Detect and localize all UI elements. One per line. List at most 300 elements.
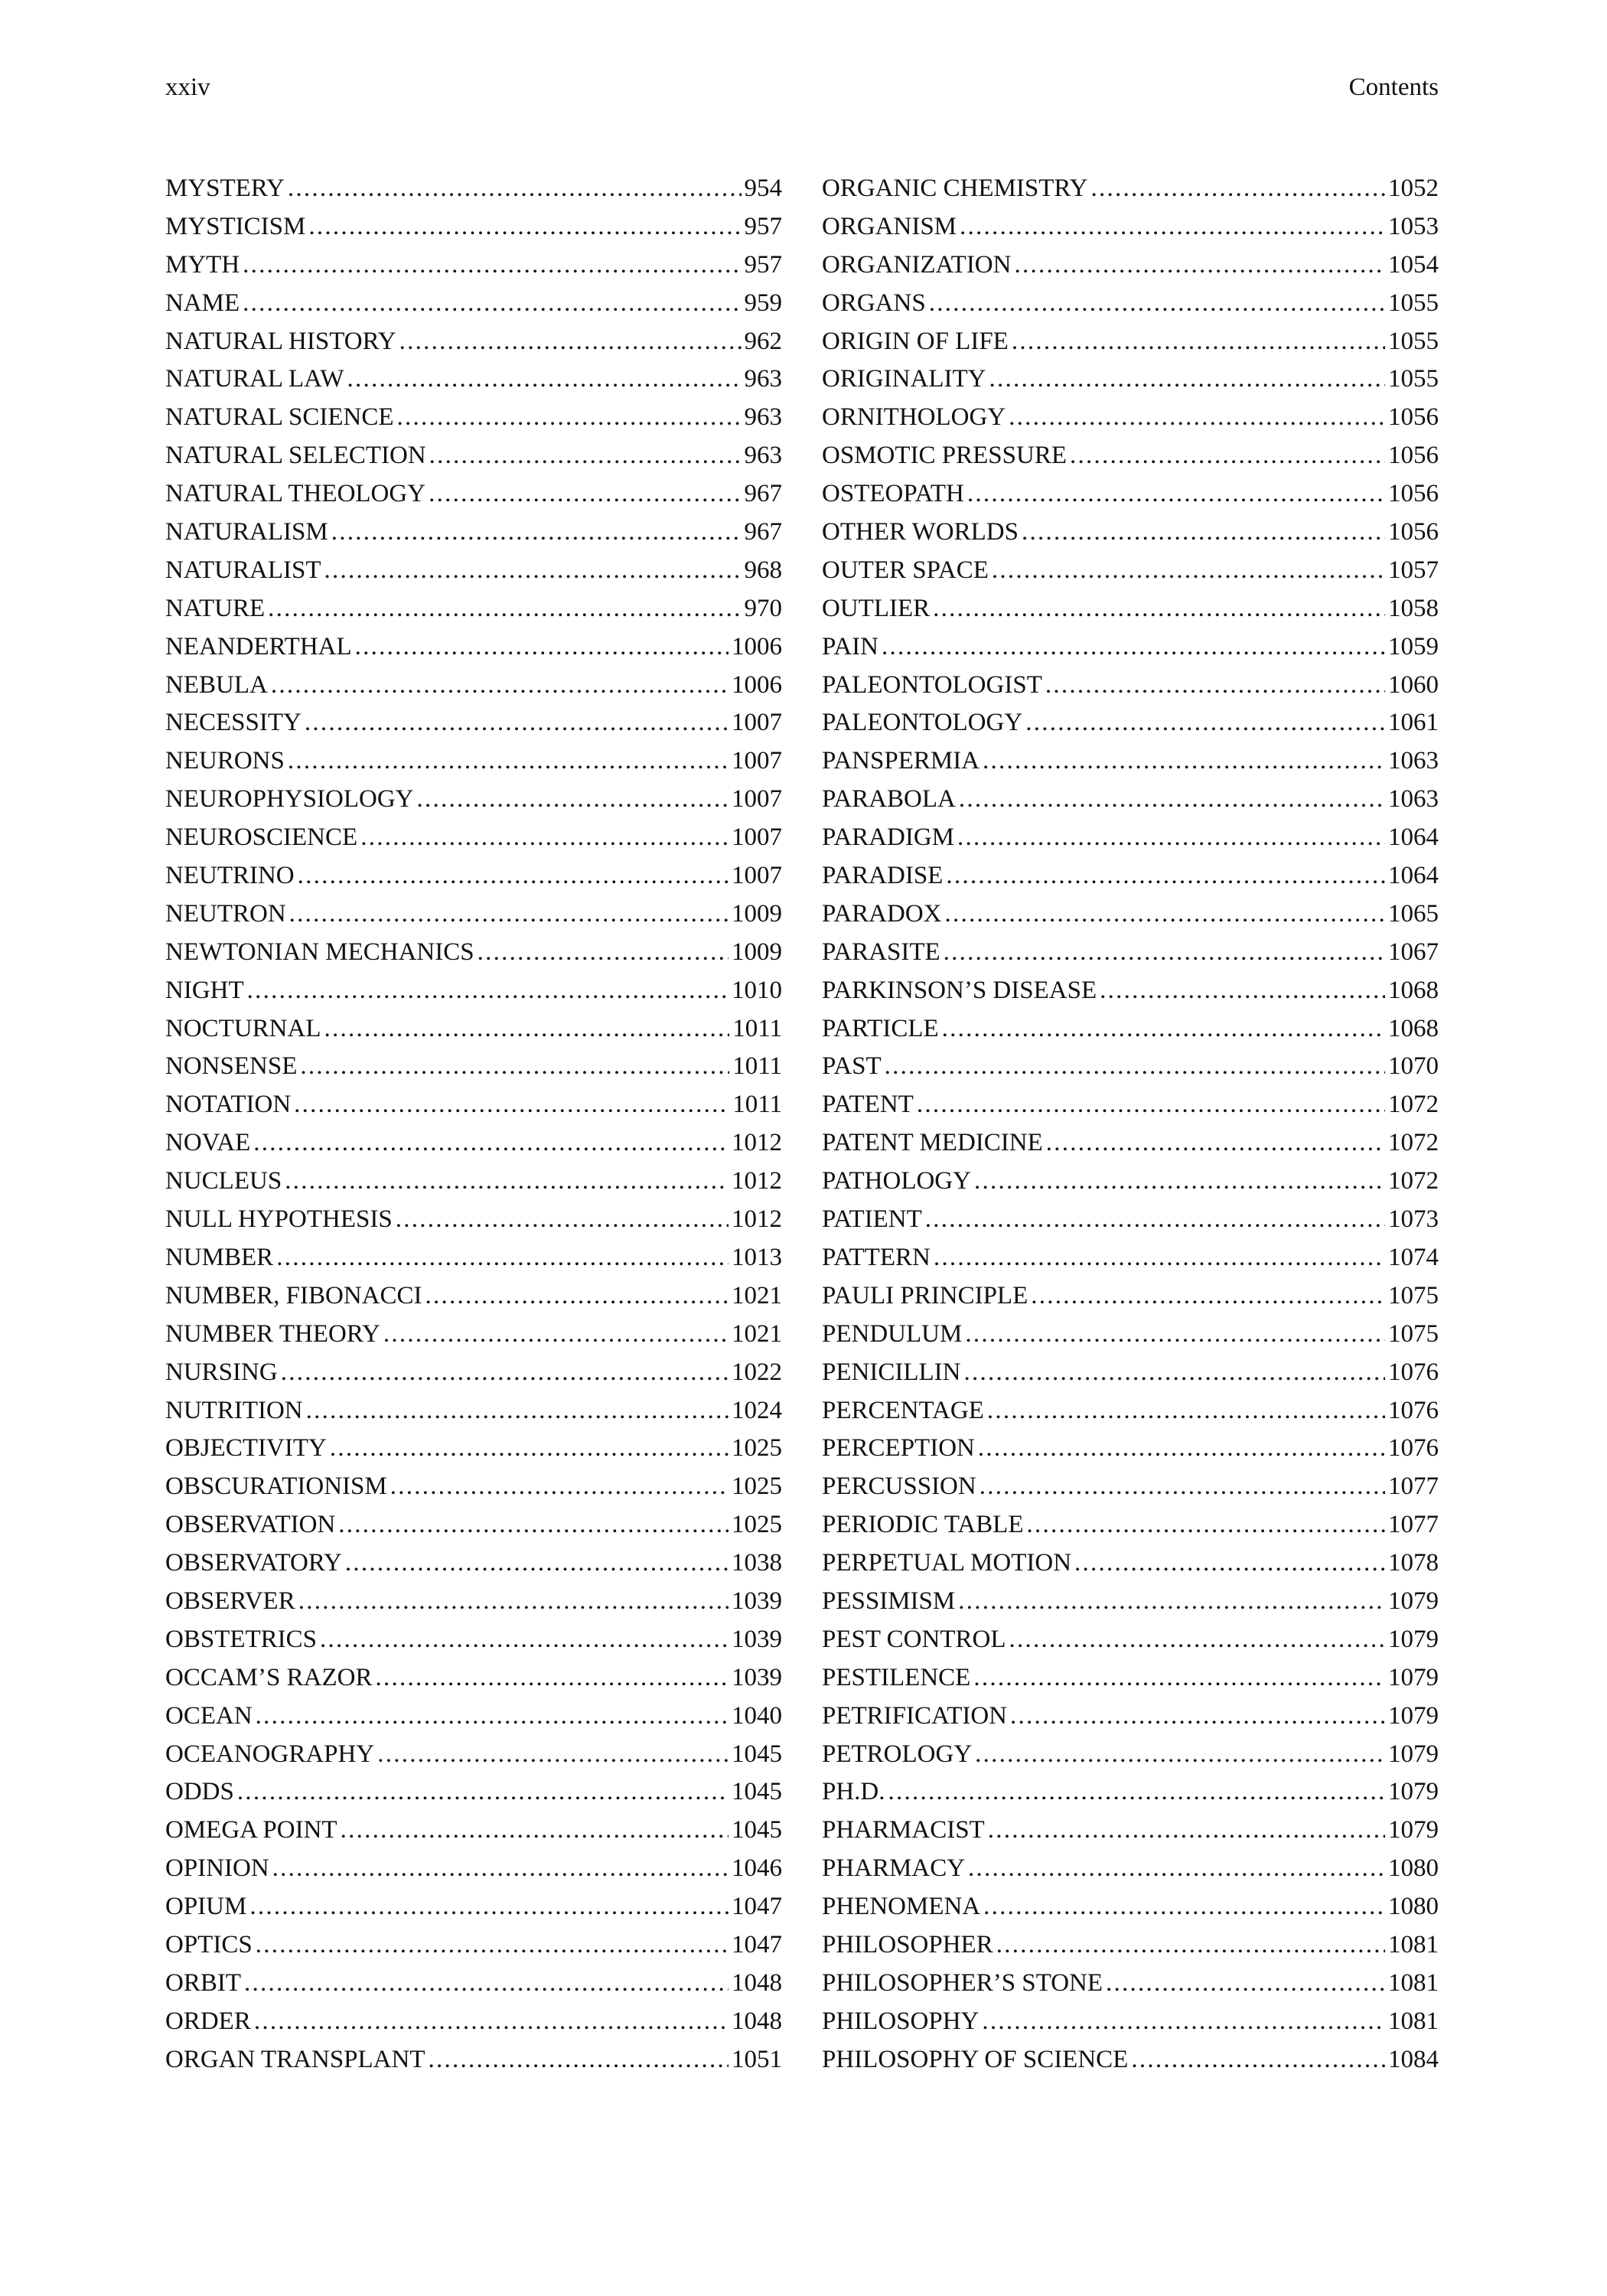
toc-entry[interactable] xyxy=(165,1965,782,2003)
toc-entry[interactable] xyxy=(165,1736,782,1774)
dot-leader xyxy=(256,1698,729,1736)
toc-entry[interactable] xyxy=(165,1201,782,1239)
toc-entry-term: ORGANIC CHEMISTRY xyxy=(822,174,1088,202)
toc-entry[interactable] xyxy=(165,1506,782,1544)
toc-entry-term: OBSERVER xyxy=(165,1587,295,1615)
toc-entry[interactable] xyxy=(165,667,782,705)
toc-entry[interactable] xyxy=(822,552,1439,590)
toc-entry-term: NATURALISM xyxy=(165,518,328,546)
toc-entry-term: ORBIT xyxy=(165,1968,241,1997)
toc-entry-term: PANSPERMIA xyxy=(822,747,980,775)
dot-leader xyxy=(289,895,729,934)
toc-entry-page: 1059 xyxy=(1388,632,1439,660)
toc-entry[interactable] xyxy=(822,1048,1439,1086)
dot-leader xyxy=(285,1163,729,1201)
toc-entry[interactable] xyxy=(822,360,1439,399)
toc-entry-page: 1056 xyxy=(1388,518,1439,546)
toc-entry[interactable] xyxy=(165,742,782,781)
toc-entry-term: PHILOSOPHER’S STONE xyxy=(822,1968,1103,1997)
toc-entry[interactable] xyxy=(822,208,1439,246)
toc-entry-page: 1079 xyxy=(1388,1816,1439,1844)
toc-entry[interactable] xyxy=(165,437,782,475)
toc-entry-term: PARADOX xyxy=(822,899,942,928)
toc-entry[interactable] xyxy=(822,1239,1439,1277)
toc-entry-page: 1063 xyxy=(1388,747,1439,775)
dot-leader xyxy=(888,1773,1385,1812)
dot-leader xyxy=(882,628,1385,667)
toc-entry-term: OBSCURATIONISM xyxy=(165,1473,387,1501)
toc-entry[interactable] xyxy=(822,1163,1439,1201)
toc-entry-page: 1010 xyxy=(732,976,782,1004)
toc-entry[interactable] xyxy=(822,1659,1439,1698)
toc-entry-term: ORGAN TRANSPLANT xyxy=(165,2045,425,2073)
toc-entry-page: 1056 xyxy=(1388,442,1439,470)
running-head xyxy=(165,70,1439,104)
dot-leader xyxy=(987,1392,1385,1430)
toc-entry-term: PARTICLE xyxy=(822,1014,939,1042)
toc-entry-page: 967 xyxy=(744,480,782,508)
toc-entry-term: PATTERN xyxy=(822,1243,931,1271)
dot-leader xyxy=(1009,399,1385,437)
toc-entry-page: 1053 xyxy=(1388,212,1439,240)
dot-leader xyxy=(1074,1544,1385,1583)
toc-entry[interactable] xyxy=(822,1086,1439,1124)
dot-leader xyxy=(965,1316,1385,1354)
toc-entry[interactable] xyxy=(822,1888,1439,1926)
toc-entry[interactable] xyxy=(165,1316,782,1354)
toc-entry-term: NATURE xyxy=(165,594,266,622)
toc-entry-page: 1051 xyxy=(732,2045,782,2073)
toc-entry-term: ORGANS xyxy=(822,289,926,317)
toc-entry-term: PALEONTOLOGIST xyxy=(822,670,1042,699)
toc-entry[interactable] xyxy=(165,285,782,323)
dot-leader xyxy=(957,819,1385,857)
toc-entry[interactable] xyxy=(822,1736,1439,1774)
dot-leader xyxy=(305,704,729,742)
toc-entry-term: ODDS xyxy=(165,1778,234,1806)
toc-entry-page: 1045 xyxy=(732,1816,782,1844)
toc-entry-page: 1079 xyxy=(1388,1663,1439,1691)
toc-entry[interactable] xyxy=(822,285,1439,323)
toc-entry-term: PATENT MEDICINE xyxy=(822,1129,1043,1157)
toc-entry[interactable] xyxy=(165,628,782,667)
toc-entry-page: 957 xyxy=(744,250,782,279)
toc-entry-page: 1007 xyxy=(732,709,782,737)
toc-entry[interactable] xyxy=(822,1430,1439,1468)
dot-leader xyxy=(929,285,1385,323)
dot-leader xyxy=(253,1124,729,1163)
toc-entry[interactable] xyxy=(822,399,1439,437)
toc-entry-term: PAULI PRINCIPLE xyxy=(822,1281,1028,1309)
toc-entry[interactable] xyxy=(822,1010,1439,1049)
toc-entry-page: 963 xyxy=(744,403,782,432)
dot-leader xyxy=(1031,1277,1385,1316)
toc-entry-page: 1065 xyxy=(1388,899,1439,928)
toc-entry[interactable] xyxy=(822,781,1439,819)
dot-leader xyxy=(983,1888,1385,1926)
toc-entry-page: 1056 xyxy=(1388,403,1439,432)
toc-entry-term: NUMBER THEORY xyxy=(165,1319,380,1348)
toc-entry-page: 1009 xyxy=(732,938,782,966)
dot-leader xyxy=(1090,170,1385,208)
toc-entry[interactable] xyxy=(822,972,1439,1010)
toc-entry-term: PATHOLOGY xyxy=(822,1167,971,1195)
toc-entry[interactable] xyxy=(822,1124,1439,1163)
dot-leader xyxy=(399,323,742,361)
toc-entry[interactable] xyxy=(165,895,782,934)
toc-entry-term: PH.D. xyxy=(822,1778,885,1806)
toc-entry[interactable] xyxy=(165,1010,782,1049)
toc-entry-term: PARKINSON’S DISEASE xyxy=(822,976,1097,1004)
toc-entry-term: OBJECTIVITY xyxy=(165,1434,327,1463)
dot-leader xyxy=(946,857,1385,895)
toc-entry[interactable] xyxy=(165,399,782,437)
toc-entry-page: 1055 xyxy=(1388,365,1439,393)
toc-entry[interactable] xyxy=(165,704,782,742)
toc-entry-term: PERCENTAGE xyxy=(822,1396,984,1424)
toc-entry[interactable] xyxy=(165,1163,782,1201)
toc-entry-page: 1076 xyxy=(1388,1434,1439,1463)
toc-entry-page: 1046 xyxy=(732,1854,782,1883)
toc-entry[interactable] xyxy=(165,475,782,514)
toc-entry-term: OPINION xyxy=(165,1854,269,1883)
toc-entry[interactable] xyxy=(165,1812,782,1850)
toc-entry-page: 1068 xyxy=(1388,1014,1439,1042)
toc-entry-term: OPTICS xyxy=(165,1930,253,1958)
toc-entry-term: PATENT xyxy=(822,1091,914,1119)
toc-entry-page: 1070 xyxy=(1388,1052,1439,1081)
toc-entry-page: 1057 xyxy=(1388,556,1439,584)
toc-entry-page: 1055 xyxy=(1388,289,1439,317)
toc-entry-term: NOCTURNAL xyxy=(165,1014,321,1042)
dot-leader xyxy=(244,1965,729,2003)
toc-entry-term: OPIUM xyxy=(165,1893,247,1921)
dot-leader xyxy=(338,1506,729,1544)
toc-entry[interactable] xyxy=(822,1926,1439,1965)
toc-entry-page: 1045 xyxy=(732,1740,782,1768)
dot-leader xyxy=(968,1850,1385,1888)
toc-entry-page: 1075 xyxy=(1388,1281,1439,1309)
toc-entry-term: NATURAL THEOLOGY xyxy=(165,480,426,508)
toc-entry-term: PEST CONTROL xyxy=(822,1625,1006,1653)
toc-entry[interactable] xyxy=(822,934,1439,972)
toc-entry[interactable] xyxy=(165,781,782,819)
toc-entry-term: PHILOSOPHY xyxy=(822,2007,980,2035)
toc-entry-term: PENICILLIN xyxy=(822,1358,961,1386)
toc-entry-term: NEUROPHYSIOLOGY xyxy=(165,785,414,814)
toc-entry-term: PARABOLA xyxy=(822,785,956,814)
toc-entry-term: OUTLIER xyxy=(822,594,931,622)
toc-entry[interactable] xyxy=(165,819,782,857)
dot-leader xyxy=(1106,1965,1385,2003)
dot-leader xyxy=(288,170,742,208)
toc-entry-term: ORNITHOLOGY xyxy=(822,403,1006,432)
toc-entry[interactable] xyxy=(822,819,1439,857)
toc-entry[interactable] xyxy=(822,323,1439,361)
dot-leader xyxy=(983,742,1385,781)
dot-leader xyxy=(478,934,729,972)
toc-entry-term: PHARMACY xyxy=(822,1854,966,1883)
toc-entry[interactable] xyxy=(822,170,1439,208)
toc-entry[interactable] xyxy=(822,1812,1439,1850)
toc-entry[interactable] xyxy=(165,590,782,628)
toc-entry[interactable] xyxy=(822,742,1439,781)
toc-entry-page: 1064 xyxy=(1388,823,1439,852)
toc-entry-term: NATURAL LAW xyxy=(165,365,344,393)
toc-entry-page: 1007 xyxy=(732,823,782,852)
toc-entry-page: 1072 xyxy=(1388,1129,1439,1157)
dot-leader xyxy=(988,1812,1385,1850)
toc-entry-page: 1007 xyxy=(732,785,782,814)
toc-entry[interactable] xyxy=(822,895,1439,934)
dot-leader xyxy=(980,1468,1385,1506)
toc-entry-term: NUTRITION xyxy=(165,1396,303,1424)
toc-entry-page: 1025 xyxy=(732,1511,782,1539)
toc-entry-page: 1039 xyxy=(732,1625,782,1653)
toc-entry-term: NATURAL SELECTION xyxy=(165,442,426,470)
toc-entry-page: 1072 xyxy=(1388,1167,1439,1195)
toc-entry-page: 1060 xyxy=(1388,670,1439,699)
toc-entry[interactable] xyxy=(165,1277,782,1316)
toc-entry-term: PAIN xyxy=(822,632,878,660)
toc-entry[interactable] xyxy=(165,1659,782,1698)
toc-entry-term: NEUTRON xyxy=(165,899,286,928)
toc-entry-page: 1047 xyxy=(732,1893,782,1921)
toc-entry[interactable] xyxy=(165,246,782,285)
toc-entry-page: 967 xyxy=(744,518,782,546)
toc-entry[interactable] xyxy=(822,1354,1439,1392)
dot-leader xyxy=(397,399,742,437)
toc-entry-term: NUMBER xyxy=(165,1243,274,1271)
toc-entry[interactable] xyxy=(165,208,782,246)
toc-entry-term: NUMBER, FIBONACCI xyxy=(165,1281,422,1309)
dot-leader xyxy=(324,552,742,590)
toc-entry[interactable] xyxy=(165,1468,782,1506)
toc-entry[interactable] xyxy=(165,1621,782,1659)
toc-entry-page: 1013 xyxy=(732,1243,782,1271)
dot-leader xyxy=(1012,323,1385,361)
toc-entry[interactable] xyxy=(165,360,782,399)
toc-entry-term: OBSERVATORY xyxy=(165,1549,342,1577)
toc-entry-page: 1048 xyxy=(732,1968,782,1997)
toc-entry[interactable] xyxy=(165,1888,782,1926)
toc-entry[interactable] xyxy=(822,667,1439,705)
toc-entry[interactable] xyxy=(165,1086,782,1124)
toc-entry-term: PERCEPTION xyxy=(822,1434,975,1463)
toc-entry[interactable] xyxy=(165,1430,782,1468)
toc-entry-page: 1084 xyxy=(1388,2045,1439,2073)
toc-entry-page: 1006 xyxy=(732,670,782,699)
toc-entry[interactable] xyxy=(822,1773,1439,1812)
toc-entry[interactable] xyxy=(822,1277,1439,1316)
toc-entry-page: 1054 xyxy=(1388,250,1439,279)
toc-entry-page: 1076 xyxy=(1388,1396,1439,1424)
toc-entry-page: 963 xyxy=(744,365,782,393)
toc-entry-page: 954 xyxy=(744,174,782,202)
dot-leader xyxy=(276,1239,729,1277)
dot-leader xyxy=(996,1926,1385,1965)
toc-entry[interactable] xyxy=(165,1773,782,1812)
toc-entry[interactable] xyxy=(822,590,1439,628)
toc-entry-term: PHARMACIST xyxy=(822,1816,985,1844)
toc-entry[interactable] xyxy=(165,2041,782,2079)
dot-leader xyxy=(417,781,729,819)
dot-leader xyxy=(944,934,1385,972)
dot-leader xyxy=(982,2003,1385,2041)
toc-entry[interactable] xyxy=(822,437,1439,475)
toc-entry[interactable] xyxy=(822,246,1439,285)
toc-entry-term: PALEONTOLOGY xyxy=(822,709,1023,737)
dot-leader xyxy=(294,1086,729,1124)
dot-leader xyxy=(331,514,742,552)
toc-entry-term: NIGHT xyxy=(165,976,244,1004)
toc-entry-term: NEUROSCIENCE xyxy=(165,823,358,852)
dot-leader xyxy=(268,590,741,628)
toc-entry[interactable] xyxy=(165,1850,782,1888)
toc-entry-page: 1081 xyxy=(1388,2007,1439,2035)
dot-leader xyxy=(281,1354,729,1392)
toc-entry[interactable] xyxy=(822,1544,1439,1583)
toc-entry-term: PHILOSOPHER xyxy=(822,1930,993,1958)
toc-entry[interactable] xyxy=(822,857,1439,895)
toc-entry[interactable] xyxy=(165,1124,782,1163)
toc-entry[interactable] xyxy=(822,1850,1439,1888)
toc-entry[interactable] xyxy=(165,1239,782,1277)
toc-entry-page: 1055 xyxy=(1388,327,1439,355)
toc-entry[interactable] xyxy=(822,1316,1439,1354)
toc-entry-term: NULL HYPOTHESIS xyxy=(165,1205,393,1234)
dot-leader xyxy=(355,628,729,667)
dot-leader xyxy=(396,1201,729,1239)
toc-entry[interactable] xyxy=(822,1392,1439,1430)
toc-entry[interactable] xyxy=(165,972,782,1010)
toc-entry[interactable] xyxy=(822,1583,1439,1621)
dot-leader xyxy=(1046,1124,1385,1163)
toc-entry[interactable] xyxy=(165,1392,782,1430)
toc-entry[interactable] xyxy=(165,170,782,208)
toc-entry[interactable] xyxy=(165,514,782,552)
toc-entry[interactable] xyxy=(822,1468,1439,1506)
toc-entry-page: 1011 xyxy=(732,1052,782,1081)
toc-entry-page: 1040 xyxy=(732,1701,782,1730)
toc-entry-page: 1077 xyxy=(1388,1473,1439,1501)
toc-entry-page: 1021 xyxy=(732,1319,782,1348)
toc-entry[interactable] xyxy=(165,552,782,590)
dot-leader xyxy=(1009,1621,1385,1659)
dot-leader xyxy=(960,208,1385,246)
dot-leader xyxy=(917,1086,1385,1124)
dot-leader xyxy=(237,1773,729,1812)
toc-entry-term: NOVAE xyxy=(165,1129,251,1157)
dot-leader xyxy=(308,208,741,246)
dot-leader xyxy=(324,1010,730,1049)
toc-entry-page: 1011 xyxy=(732,1091,782,1119)
toc-entry-term: OTHER WORLDS xyxy=(822,518,1019,546)
toc-entry-term: PERPETUAL MOTION xyxy=(822,1549,1072,1577)
toc-entry-page: 1079 xyxy=(1388,1740,1439,1768)
toc-entry[interactable] xyxy=(165,934,782,972)
dot-leader xyxy=(288,742,729,781)
toc-entry[interactable] xyxy=(165,1048,782,1086)
toc-entry-page: 1039 xyxy=(732,1587,782,1615)
toc-entry-term: NECESSITY xyxy=(165,709,302,737)
toc-entry[interactable] xyxy=(165,2003,782,2041)
dot-leader xyxy=(967,475,1385,514)
toc-entry-term: NOTATION xyxy=(165,1091,292,1119)
toc-entry-term: PESTILENCE xyxy=(822,1663,971,1691)
toc-entry[interactable] xyxy=(165,1926,782,1965)
toc-entry-page: 1063 xyxy=(1388,785,1439,814)
toc-entry-term: OSMOTIC PRESSURE xyxy=(822,442,1067,470)
toc-entry[interactable] xyxy=(822,1201,1439,1239)
toc-entry[interactable] xyxy=(165,1354,782,1392)
toc-entry[interactable] xyxy=(165,1544,782,1583)
dot-leader xyxy=(1010,1698,1385,1736)
dot-leader xyxy=(254,2003,729,2041)
dot-leader xyxy=(959,781,1385,819)
toc-entry-page: 1047 xyxy=(732,1930,782,1958)
dot-leader xyxy=(347,360,742,399)
toc-entry[interactable] xyxy=(822,2041,1439,2079)
toc-entry-page: 1072 xyxy=(1388,1091,1439,1119)
toc-entry-page: 1080 xyxy=(1388,1854,1439,1883)
toc-entry-page: 1079 xyxy=(1388,1778,1439,1806)
toc-entry[interactable] xyxy=(822,1621,1439,1659)
toc-entry[interactable] xyxy=(165,1698,782,1736)
toc-entry-term: MYTH xyxy=(165,250,240,279)
toc-entry-page: 1039 xyxy=(732,1663,782,1691)
dot-leader xyxy=(992,552,1385,590)
toc-entry[interactable] xyxy=(165,323,782,361)
dot-leader xyxy=(247,972,729,1010)
toc-entry-term: OCEANOGRAPHY xyxy=(165,1740,375,1768)
dot-leader xyxy=(298,857,729,895)
toc-entry-page: 959 xyxy=(744,289,782,317)
dot-leader xyxy=(429,475,741,514)
toc-entry-term: PETRIFICATION xyxy=(822,1701,1008,1730)
dot-leader xyxy=(429,437,742,475)
toc-entry[interactable] xyxy=(165,857,782,895)
toc-entry-page: 1012 xyxy=(732,1129,782,1157)
toc-entry-term: PERIODIC TABLE xyxy=(822,1511,1024,1539)
toc-entry[interactable] xyxy=(822,1506,1439,1544)
toc-entry-page: 1079 xyxy=(1388,1587,1439,1615)
toc-entry-page: 968 xyxy=(744,556,782,584)
toc-entry-term: NATURALIST xyxy=(165,556,321,584)
toc-entry-term: PHILOSOPHY OF SCIENCE xyxy=(822,2045,1129,2073)
toc-entry-term: NATURAL HISTORY xyxy=(165,327,396,355)
toc-entry-term: NEUTRINO xyxy=(165,862,295,890)
dot-leader xyxy=(1070,437,1385,475)
toc-entry[interactable] xyxy=(165,1583,782,1621)
toc-entry[interactable] xyxy=(822,514,1439,552)
toc-entry[interactable] xyxy=(822,1698,1439,1736)
dot-leader xyxy=(933,590,1385,628)
toc-entry-term: OUTER SPACE xyxy=(822,556,989,584)
toc-entry-term: ORGANIZATION xyxy=(822,250,1012,279)
toc-entry[interactable] xyxy=(822,1965,1439,2003)
toc-entry-term: PETROLOGY xyxy=(822,1740,973,1768)
toc-entry-term: ORGANISM xyxy=(822,212,957,240)
toc-entry[interactable] xyxy=(822,2003,1439,2041)
page-number: xxiv xyxy=(165,73,210,101)
toc-entry[interactable] xyxy=(822,475,1439,514)
toc-entry[interactable] xyxy=(822,628,1439,667)
section-title: Contents xyxy=(1348,73,1439,101)
dot-leader xyxy=(945,895,1386,934)
toc-column-right xyxy=(822,170,1439,2079)
toc-entry[interactable] xyxy=(822,704,1439,742)
